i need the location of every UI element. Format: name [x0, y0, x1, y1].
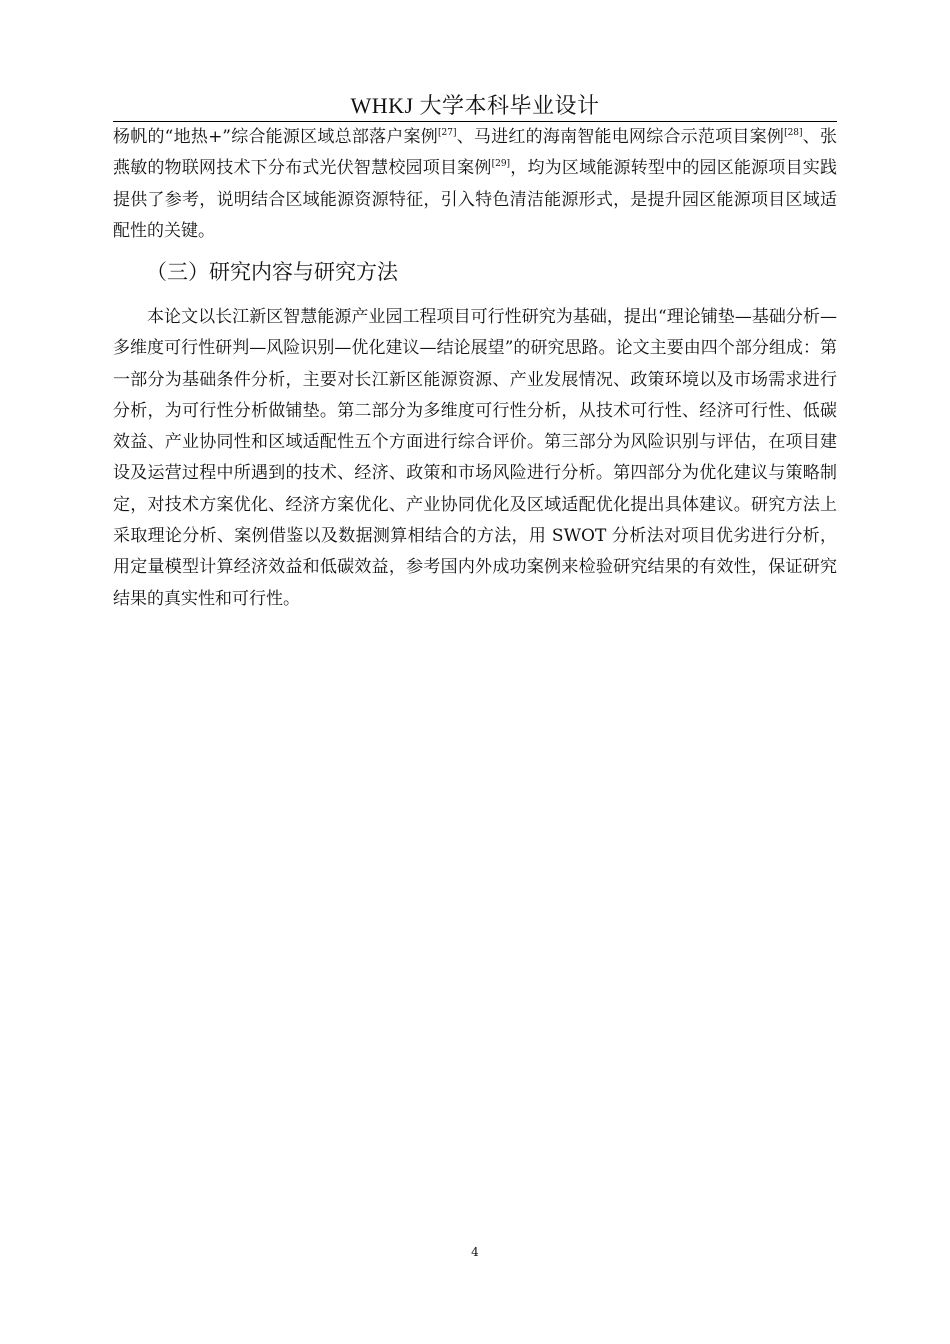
- paragraph-text: ，均为区域能源转型中的园区能源项目实践提供了参考，说明结合区域能源资源特征，引入特色清洁能源形式，是提升园区能源项目区域适配性的关键。: [113, 158, 838, 241]
- citation-28: [28]: [784, 128, 803, 138]
- citation-29: [29]: [491, 159, 511, 170]
- page-header: [113, 91, 837, 122]
- paragraph-text: 、马进红的海南智能电网综合示范项目案例: [456, 127, 785, 147]
- paragraph-text: 、张燕敏的物联网技术下分布式光伏智慧校园项目案例: [113, 127, 838, 179]
- paragraph-text: 杨帆的“地热+”综合能源区域总部落户案例: [113, 127, 438, 147]
- header-title: WHKJ 大学本科毕业设计: [350, 93, 600, 118]
- page-number: 4: [471, 1245, 479, 1259]
- body-paragraph-2: 本论文以长江新区智慧能源产业园工程项目可行性研究为基础，提出“理论铺垫—基础分析—多维度可行性研判—风险识别—优化建议—结论展望”的研究思路。论文主要由四个部分组成：第一部分为基础条件分析，主要对长江新区能源资源、产业发展情况、政策环境以及市场需求进行分析，为可行性分析做铺垫。第二部分为多维度可行性分析，从技术可行性、经济可行性、低碳效益、产业协同性和区域适配性五个方面进行综合评价。第三部分为风险识别与评估，在项目建设及运营过程中所遇到的技术、经济、政策和市场风险进行分析。第四部分为优化建议与策略制定，对技术方案优化、经济方案优化、产业协同优化及区域适配优化提出具体建议。研究方法上采取理论分析、案例借鉴以及数据测算相结合的方法，用 SWOT 分析法对项目优劣进行分析，用定量模型计算经济效益和低碳效益，参考国内外成功案例来检验研究结果的有效性，保证研究结果的真实性和可行性。: [113, 307, 837, 609]
- citation-27: [27]: [437, 128, 457, 138]
- body-paragraph-1: [113, 122, 837, 247]
- section-heading: （三）研究内容与研究方法: [146, 260, 398, 284]
